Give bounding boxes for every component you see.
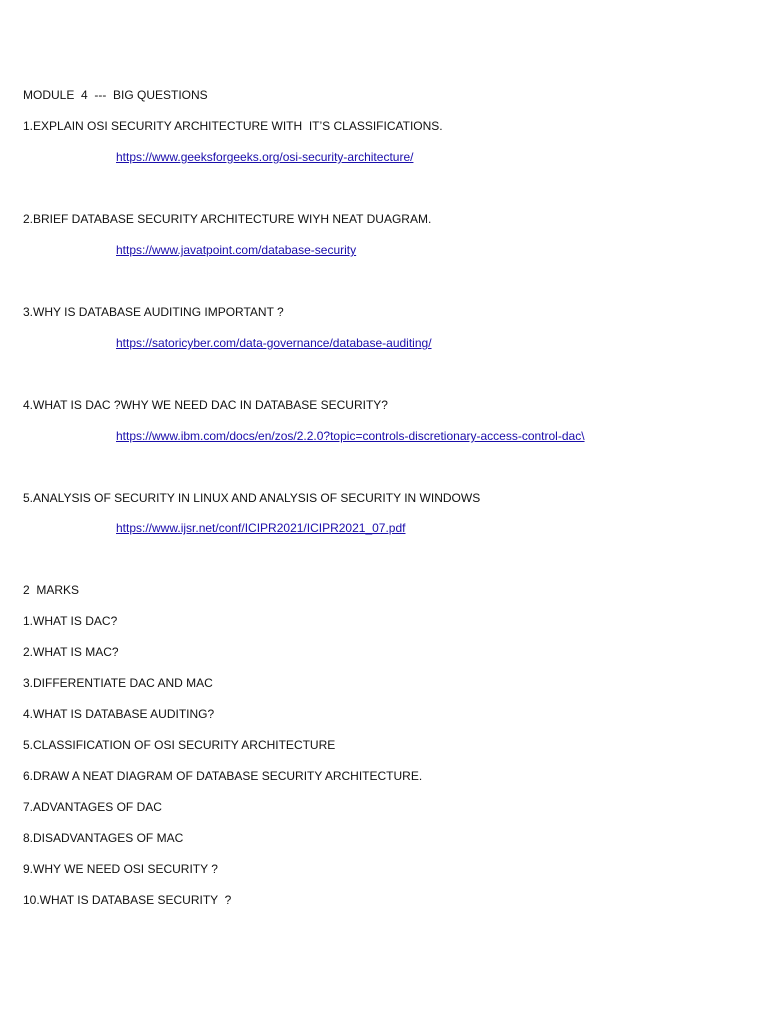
big-question-2: 2.BRIEF DATABASE SECURITY ARCHITECTURE WIYH NEAT DUAGRAM. xyxy=(23,212,432,226)
big-question-5: 5.ANALYSIS OF SECURITY IN LINUX AND ANALYSIS OF SECURITY IN WINDOWS xyxy=(23,491,481,505)
big-question-4: 4.WHAT IS DAC ?WHY WE NEED DAC IN DATABASE SECURITY? xyxy=(23,398,388,412)
reference-link-5[interactable]: https://www.ijsr.net/conf/ICIPR2021/ICIPR2021_07.pdf xyxy=(116,521,406,535)
reference-link-2[interactable]: https://www.javatpoint.com/database-security xyxy=(116,243,357,257)
two-mark-question-8: 8.DISADVANTAGES OF MAC xyxy=(23,831,184,845)
big-question-3: 3.WHY IS DATABASE AUDITING IMPORTANT ? xyxy=(23,305,284,319)
two-mark-question-2: 2.WHAT IS MAC? xyxy=(23,645,119,659)
reference-link-4[interactable]: https://www.ibm.com/docs/en/zos/2.2.0?topic=controls-discretionary-access-control-dac\ xyxy=(116,429,585,443)
reference-link-3[interactable]: https://satoricyber.com/data-governance/database-auditing/ xyxy=(116,336,432,350)
two-mark-question-10: 10.WHAT IS DATABASE SECURITY ? xyxy=(23,893,232,907)
big-question-1: 1.EXPLAIN OSI SECURITY ARCHITECTURE WITH IT’S CLASSIFICATIONS. xyxy=(23,119,443,133)
two-mark-question-1: 1.WHAT IS DAC? xyxy=(23,614,118,628)
two-mark-question-9: 9.WHY WE NEED OSI SECURITY ? xyxy=(23,862,218,876)
two-mark-question-7: 7.ADVANTAGES OF DAC xyxy=(23,800,162,814)
two-mark-question-6: 6.DRAW A NEAT DIAGRAM OF DATABASE SECURITY ARCHITECTURE. xyxy=(23,769,423,783)
two-mark-question-5: 5.CLASSIFICATION OF OSI SECURITY ARCHITECTURE xyxy=(23,738,336,752)
two-marks-heading: 2 MARKS xyxy=(23,583,80,597)
reference-link-1[interactable]: https://www.geeksforgeeks.org/osi-security-architecture/ xyxy=(116,150,414,164)
module-title: MODULE 4 --- BIG QUESTIONS xyxy=(23,88,208,102)
two-mark-question-4: 4.WHAT IS DATABASE AUDITING? xyxy=(23,707,215,721)
two-mark-question-3: 3.DIFFERENTIATE DAC AND MAC xyxy=(23,676,213,690)
